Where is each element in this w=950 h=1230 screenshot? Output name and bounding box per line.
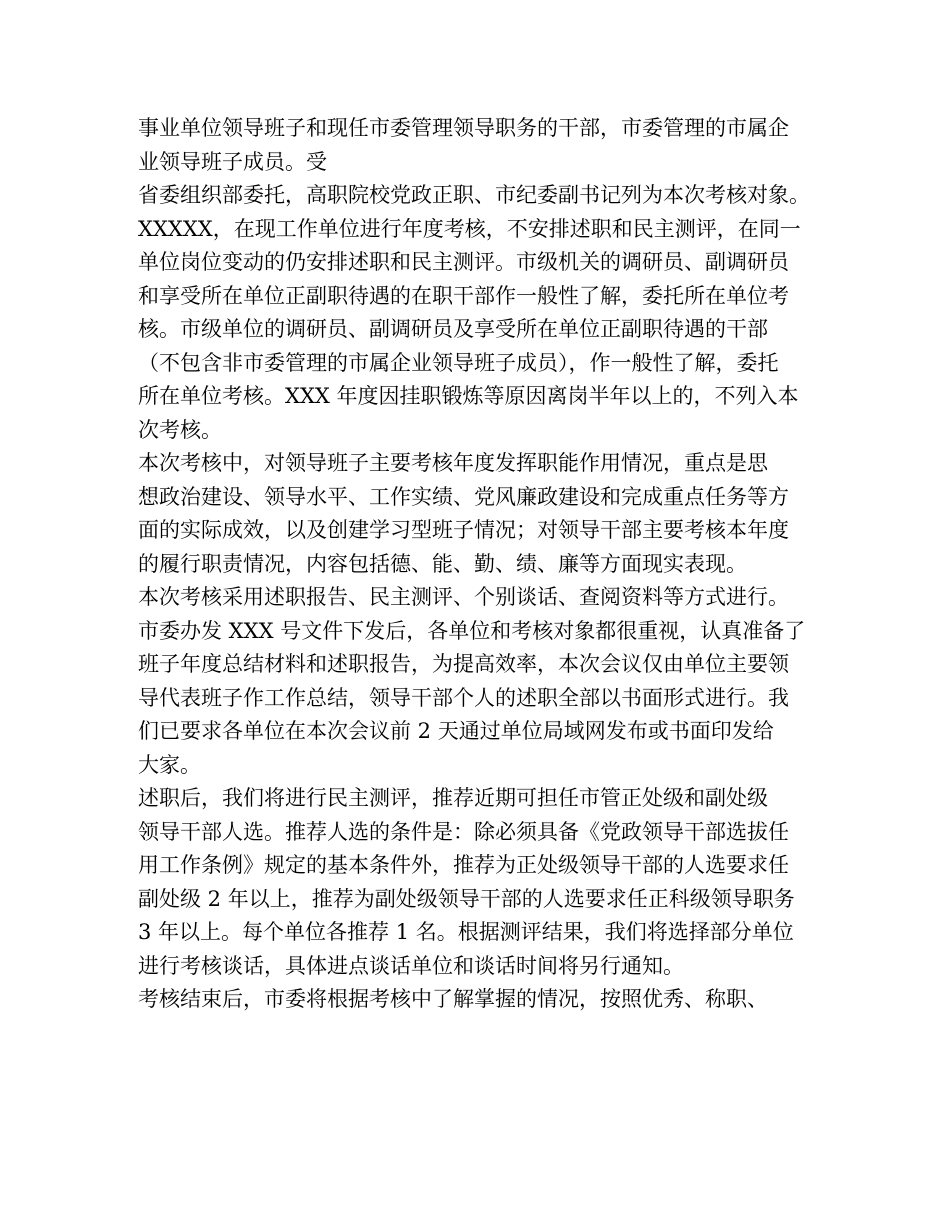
text-line: 班子年度总结材料和述职报告，为提高效率，本次会议仅由单位主要领 [138,652,789,676]
text-line: 的履行职责情况，内容包括德、能、勤、绩、廉等方面现实表现。 [138,551,747,576]
text-line: 进行考核谈话，具体进点谈话单位和谈话时间将另行通知。 [138,953,684,978]
text-line: 们已要求各单位在本次会议前 2 天通过单位局域网发布或书面印发给 [138,719,774,743]
text-line: 次考核。 [138,417,222,442]
text-line: 副处级 2 年以上，推荐为副处级领导干部的人选要求任正科级领导职务 [138,886,795,911]
text-line: 用工作条例》规定的基本条件外，推荐为正处级领导干部的人选要求任 [138,853,789,877]
text-line: 本次考核采用述职报告、民主测评、个别谈话、查阅资料等方式进行。 [138,585,789,609]
text-line: 事业单位领导班子和现任市委管理领导职务的干部，市委管理的市属企 [138,116,789,140]
text-line: 省委组织部委托，高职院校党政正职、市纪委副书记列为本次考核对象。 [138,183,810,207]
text-line: 和享受所在单位正副职待遇的在职干部作一般性了解，委托所在单位考 [138,283,789,308]
document-body [138,112,838,1017]
text-line: 业领导班子成员。受 [138,149,327,174]
text-line: 考核结束后，市委将根据考核中了解掌握的情况，按照优秀、称职、 [138,987,768,1011]
text-line: 大家。 [138,752,201,777]
text-line: （不包含非市委管理的市属企业领导班子成员），作一般性了解，委托 [138,350,779,375]
text-line: 市委办发 XXX 号文件下发后，各单位和考核对象都很重视，认真准备了 [138,618,806,643]
text-line: 本次考核中，对领导班子主要考核年度发挥职能作用情况，重点是思 [138,451,768,475]
text-line: 核。市级单位的调研员、副调研员及享受所在单位正副职待遇的干部 [138,317,768,341]
text-line: 领导干部人选。推荐人选的条件是：除必须具备《党政领导干部选拔任 [138,819,789,844]
text-line: 所在单位考核。XXX 年度因挂职锻炼等原因离岗半年以上的，不列入本 [138,384,799,408]
text-line: XXXXX，在现工作单位进行年度考核，不安排述职和民主测评，在同一 [138,216,801,241]
text-line: 3 年以上。每个单位各推荐 1 名。根据测评结果，我们将选择部分单位 [138,920,794,944]
text-line: 面的实际成效，以及创建学习型班子情况；对领导干部主要考核本年度 [138,518,789,542]
text-line: 单位岗位变动的仍安排述职和民主测评。市级机关的调研员、副调研员 [138,250,789,274]
text-line: 导代表班子作工作总结，领导干部个人的述职全部以书面形式进行。我 [138,685,789,710]
text-line: 想政治建设、领导水平、工作实绩、党风廉政建设和完成重点任务等方 [138,484,789,509]
text-line: 述职后，我们将进行民主测评，推荐近期可担任市管正处级和副处级 [138,786,768,810]
